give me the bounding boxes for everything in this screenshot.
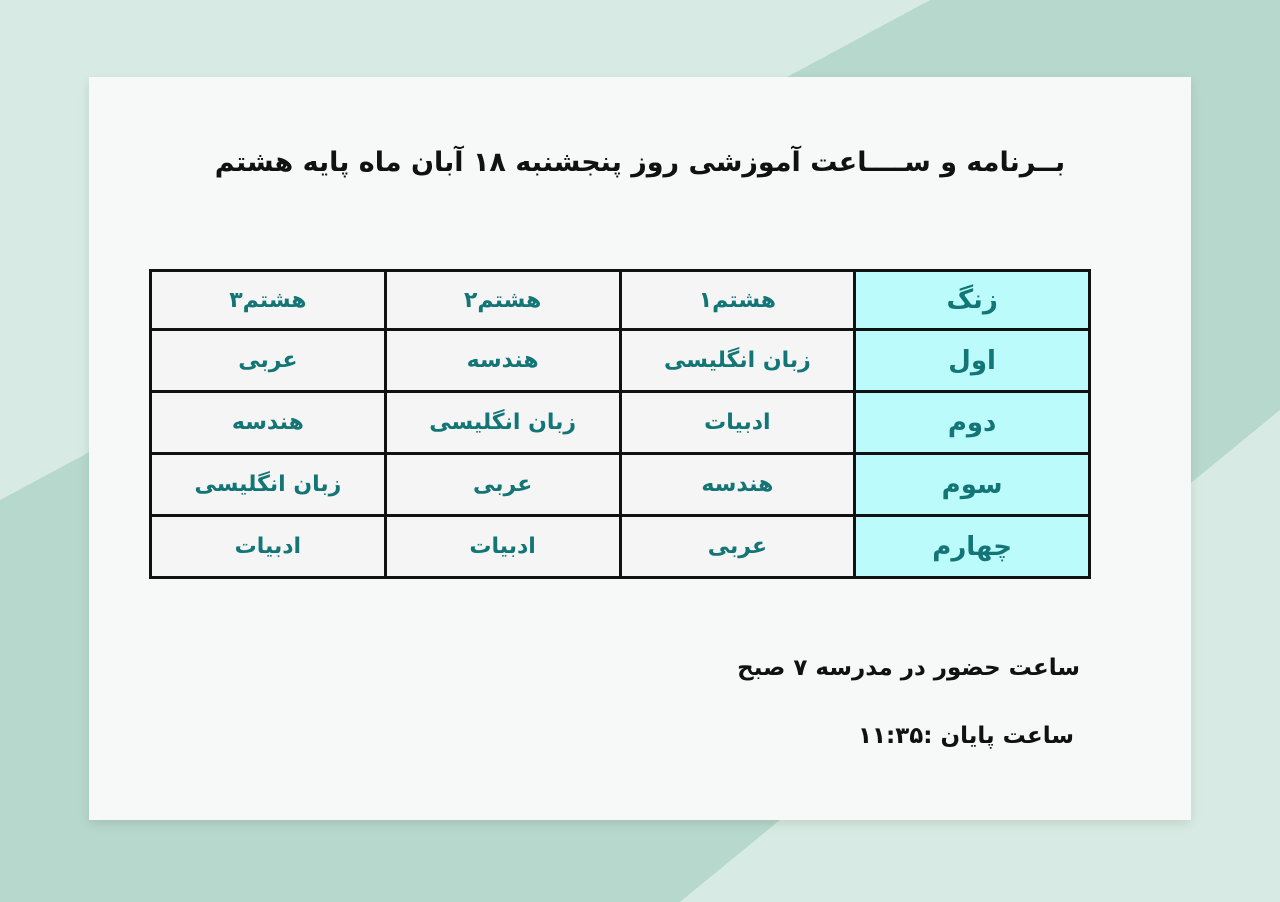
schedule-table [149,269,1091,579]
header-bell: زنگ [855,271,1090,330]
subject-cell: هندسه [620,454,855,516]
bell-name: چهارم [855,516,1090,578]
subject-cell: هندسه [385,330,620,392]
table-row [151,516,1090,578]
subject-cell: هندسه [151,392,386,454]
table-row [151,454,1090,516]
page-title: بــرنامه و ســــاعت آموزشی روز پنجشنبه ۱۸ آبان ماه پایه هشتم [214,147,1066,178]
header-class-1: هشتم۱ [620,271,855,330]
table-header-row [151,271,1090,330]
subject-cell: ادبیات [151,516,386,578]
bell-name: اول [855,330,1090,392]
subject-cell: زبان انگلیسی [151,454,386,516]
subject-cell: زبان انگلیسی [385,392,620,454]
end-time-note: ساعت پایان :۱۱:۳۵ [857,723,1074,749]
table-row [151,330,1090,392]
subject-cell: زبان انگلیسی [620,330,855,392]
bell-name: دوم [855,392,1090,454]
subject-cell: عربی [151,330,386,392]
subject-cell: ادبیات [620,392,855,454]
header-class-3: هشتم۳ [151,271,386,330]
header-class-2: هشتم۲ [385,271,620,330]
arrival-time-note: ساعت حضور در مدرسه ۷ صبح [737,655,1080,681]
schedule-card [89,77,1191,820]
bell-name: سوم [855,454,1090,516]
subject-cell: عربی [620,516,855,578]
subject-cell: ادبیات [385,516,620,578]
subject-cell: عربی [385,454,620,516]
table-row [151,392,1090,454]
